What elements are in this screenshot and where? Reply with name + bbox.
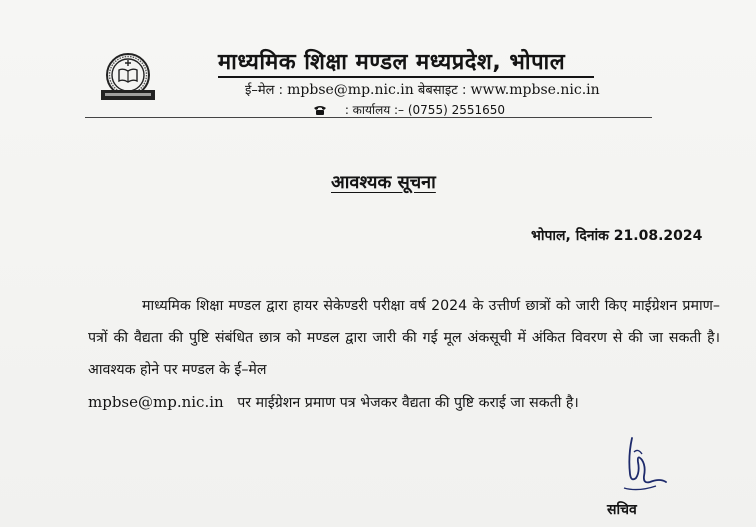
board-seal-icon [97, 52, 159, 102]
email-label: ई–मेल : [245, 83, 283, 98]
notice-title: आवश्यक सूचना [331, 172, 436, 193]
notice-body [88, 290, 720, 419]
header-divider [85, 117, 652, 118]
contact-line [245, 80, 600, 98]
telephone-icon [313, 105, 327, 115]
notice-body-part2: पर माईग्रेशन प्रमाण पत्र भेजकर वैद्यता की पुष्टि कराई जा सकती है। [237, 395, 579, 411]
header-email-link[interactable]: mpbse@mp.nic.in [287, 82, 414, 98]
notice-body-part1: माध्यमिक शिक्षा मण्डल द्वारा हायर सेकेण्डरी परीक्षा वर्ष 2024 के उत्तीर्ण छात्रों को जारी किए माईग्रेशन प्रमाण–पत्रों की वैद्यता की पुष्टि संबंधित छात्र को मण्डल द्वारा जारी की गई मूल अंकसूची में अंकित विवरण से की जा सकती है। आवश्यक होने पर मण्डल के ई–मेल [88, 298, 720, 378]
signatory-designation: सचिव [607, 502, 637, 518]
website-label: बेबसाइट : [417, 83, 467, 98]
header-website-link[interactable]: www.mpbse.nic.in [470, 82, 600, 98]
office-phone: (0755) 2551650 [407, 103, 506, 117]
notice-date: भोपाल, दिनांक 21.08.2024 [531, 228, 703, 244]
signature-image [612, 432, 668, 506]
board-title: माध्यमिक शिक्षा मण्डल मध्यप्रदेश, भोपाल [218, 50, 566, 75]
office-label: : कार्यालय :– [344, 103, 405, 117]
body-email-link[interactable]: mpbse@mp.nic.in [88, 393, 224, 411]
title-underline [218, 76, 594, 78]
office-line [313, 101, 505, 118]
